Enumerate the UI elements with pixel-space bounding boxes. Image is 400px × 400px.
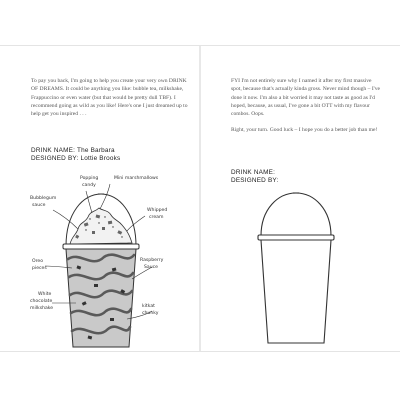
cup-rim	[63, 244, 139, 249]
designed-by-label: DESIGNED BY:	[31, 155, 79, 162]
book-spread	[0, 45, 400, 352]
right-paragraph-2: Right, your turn. Good luck – I hope you do a better job than me!	[231, 127, 378, 134]
raspberry-sauce-line2: Sauce	[144, 265, 158, 270]
designed-by-value: Lottie Brooks	[80, 155, 121, 162]
white-chocolate-line3: milkshake	[30, 306, 54, 311]
drink-illustration	[0, 151, 199, 351]
right-designed-by-label: DESIGNED BY:	[231, 177, 279, 184]
mini-marshmallows-label: Mini marshmallows	[114, 176, 159, 181]
whipped-cream-line2: cream	[149, 215, 164, 220]
empty-cup-outline	[201, 171, 400, 351]
oreo-pieces-line1: Oreo	[32, 259, 44, 264]
whipped-cream-line1: Whipped	[147, 208, 168, 213]
right-page	[201, 46, 400, 351]
drink-name-label: DRINK NAME:	[31, 147, 76, 154]
right-body-text	[231, 77, 381, 143]
raspberry-sauce-line1: Raspberry	[140, 258, 164, 263]
white-chocolate-line1: White	[38, 292, 52, 297]
white-chocolate-line2: chocolate	[30, 299, 53, 304]
whipped-cream	[70, 208, 132, 244]
right-drink-name-label: DRINK NAME:	[231, 169, 276, 176]
kitkat-line1: kitkat	[142, 304, 155, 309]
popping-candy-line1: Popping	[80, 176, 99, 181]
empty-cup-body	[261, 240, 331, 343]
kitkat-line2: chunky	[142, 311, 159, 316]
left-paragraph: To pay you back, I'm going to help you create your very own DRINK OF DREAMS. It could be anything you like: bubble tea, milkshake, Frappuccino or even water (but that would be pretty dull TBF). I recommend going as wild as you like! Here's one I just dreamed up to help get you inspired . . .	[31, 78, 188, 118]
oreo-pieces-line2: pieces	[32, 266, 47, 271]
drink-name-value: The Barbara	[76, 147, 115, 154]
bubblegum-sauce-line1: Bubblegum	[30, 196, 57, 201]
empty-dome-lid	[261, 193, 331, 236]
popping-candy-line2: candy	[82, 183, 96, 188]
right-paragraph-1: FYI I'm not entirely sure why I named it after my first massive spot, because that's actually kinda gross. Never mind though – I've done it now. I'm also a bit worried it may not taste as good as I'd hoped, because, as usual, I've gone a bit OTT with my flavour combos. Oops.	[231, 78, 380, 118]
left-body-text	[31, 77, 189, 126]
left-page	[0, 46, 199, 351]
empty-cup-rim	[258, 235, 334, 240]
bubblegum-sauce-line2: sauce	[32, 203, 46, 208]
